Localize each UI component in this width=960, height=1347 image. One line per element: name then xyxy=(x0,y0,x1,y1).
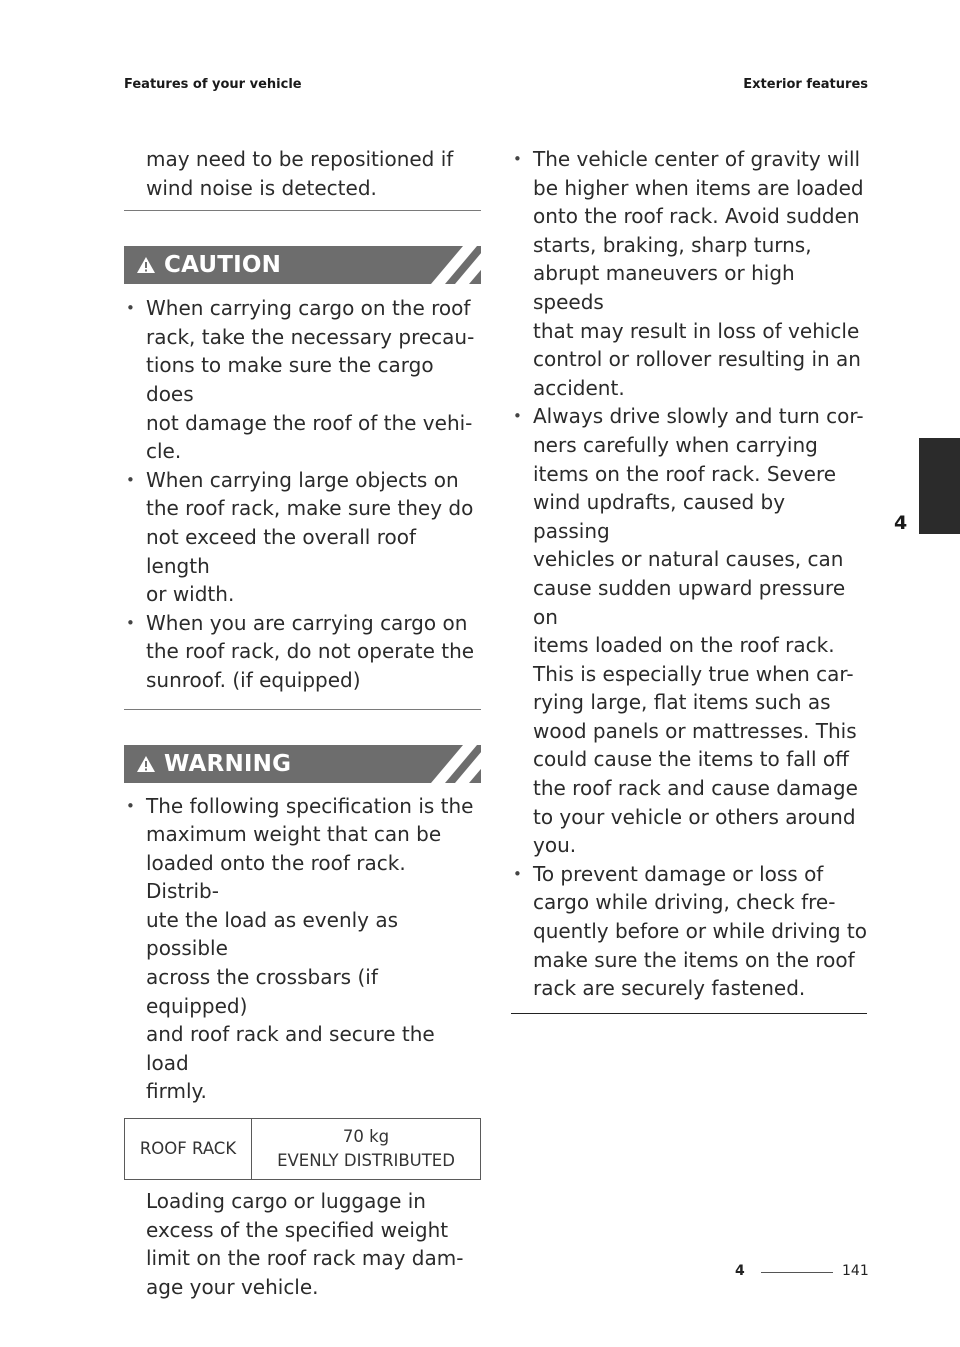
footer-divider xyxy=(761,1272,833,1273)
right-column xyxy=(511,143,867,1014)
diagonal-stripes-icon xyxy=(431,246,481,284)
diagonal-stripes-icon xyxy=(431,745,481,783)
section-divider xyxy=(124,210,481,211)
table-row xyxy=(125,1119,481,1180)
warning-list xyxy=(124,792,481,1107)
spec-key: ROOF RACK xyxy=(125,1119,252,1180)
running-header-section: Features of your vehicle xyxy=(124,77,302,92)
right-list xyxy=(511,145,867,1003)
warning-note: Loading cargo or luggage in excess of the specified weight limit on the roof rack may dam- age your vehicle. xyxy=(146,1189,464,1299)
caution-title: CAUTION xyxy=(164,252,282,279)
chapter-tab-number: 4 xyxy=(894,512,908,534)
intro-paragraph xyxy=(124,145,481,202)
warning-banner xyxy=(124,745,481,783)
spec-value: 70 kg EVENLY DISTRIBUTED xyxy=(252,1119,481,1180)
running-header-topic: Exterior features xyxy=(743,77,868,92)
footer-chapter: 4 xyxy=(735,1263,745,1279)
list-item: • When you are carrying cargo on the roof rack, do not operate the sunroof. (if equipped) xyxy=(124,609,481,695)
section-divider xyxy=(511,1013,867,1014)
chapter-tab xyxy=(919,438,960,534)
left-column xyxy=(124,143,481,1301)
intro-line: may need to be repositioned if xyxy=(146,147,454,171)
roof-rack-spec-table xyxy=(124,1118,481,1180)
page-number: 141 xyxy=(842,1263,869,1279)
warning-title: WARNING xyxy=(164,750,292,777)
list-item: • The vehicle center of gravity will be higher when items are loaded onto the roof rack. Avoid sudden starts, braking, sharp turns, abrupt maneuvers or high speeds that may result in loss of vehicle control or rollover resulting in an accident. xyxy=(511,145,867,402)
intro-line: wind noise is detected. xyxy=(146,175,377,200)
caution-banner xyxy=(124,246,481,284)
list-item: • When carrying cargo on the roof rack, take the necessary precau- tions to make sure the cargo does not damage the roof of the vehi- cle. xyxy=(124,294,481,466)
list-item: • When carrying large objects on the roof rack, make sure they do not exceed the overall roof length or width. xyxy=(124,466,481,609)
list-item: • To prevent damage or loss of cargo while driving, check fre- quently before or while driving to make sure the items on the roof rack are securely fastened. xyxy=(511,860,867,1003)
section-divider xyxy=(124,709,481,710)
list-item: • Always drive slowly and turn cor- ners carefully when carrying items on the roof rack. Severe wind updrafts, caused by passing vehicles or natural causes, can cause sudden upward pressure on items loaded on the roof rack. This is especially true when car- rying large, flat items such as wood panels or mattresses. This could cause the items to fall off the roof rack and cause damage to your vehicle or others around you. xyxy=(511,402,867,860)
caution-list xyxy=(124,294,481,694)
list-item: • The following specification is the maximum weight that can be loaded onto the roof rack. Distrib- ute the load as evenly as possible across the crossbars (if equipped) and roof rack and secure the load firmly. xyxy=(124,792,481,1107)
warning-triangle-icon xyxy=(136,256,156,274)
warning-triangle-icon xyxy=(136,755,156,773)
